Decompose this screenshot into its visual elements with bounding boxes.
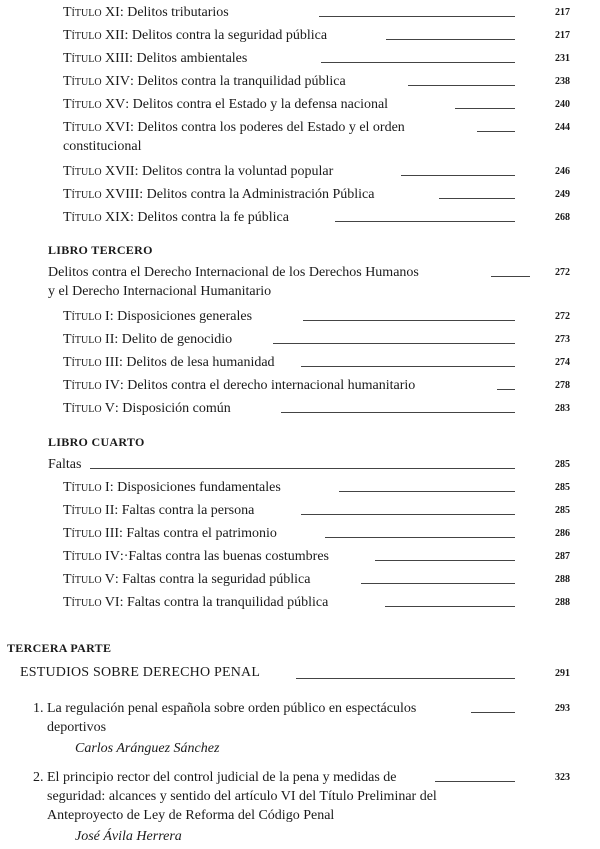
page-number: 283 (555, 403, 570, 414)
page-number: 231 (555, 53, 570, 64)
toc-entry: Título IV:·Faltas contra las buenas costumbres (63, 548, 530, 566)
toc-entry: Título II: Delito de genocidio (63, 331, 530, 349)
page-number: 291 (555, 668, 570, 679)
page-number: 286 (555, 528, 570, 539)
page-number: 272 (555, 267, 570, 278)
toc-entry: Título XV: Delitos contra el Estado y la defensa nacional (63, 96, 530, 114)
page-number: 288 (555, 597, 570, 608)
page-number: 285 (555, 482, 570, 493)
page-number: 249 (555, 189, 570, 200)
page-number: 246 (555, 166, 570, 177)
toc-entry: Título XVII: Delitos contra la voluntad popular (63, 163, 530, 181)
toc-entry-continuation: y el Derecho Internacional Humanitario (48, 284, 272, 299)
toc-entry: Título III: Faltas contra el patrimonio (63, 525, 530, 543)
toc-entry-continuation: Anteproyecto de Ley de Reforma del Código Penal (47, 808, 335, 823)
toc-entry: Delitos contra el Derecho Internacional de los Derechos Humanos (48, 264, 530, 282)
page-number: 244 (555, 122, 570, 133)
toc-entry: Título XI: Delitos tributarios (63, 4, 530, 22)
page-number: 278 (555, 380, 570, 391)
toc-entry: 2. El principio rector del control judicial de la pena y medidas de (33, 769, 530, 787)
page-number: 285 (555, 459, 570, 470)
part-heading: TERCERA PARTE (7, 641, 112, 655)
page-number: 268 (555, 212, 570, 223)
page-number: 217 (555, 7, 570, 18)
toc-entry: Faltas (48, 456, 530, 474)
page-number: 288 (555, 574, 570, 585)
toc-entry: Título XIX: Delitos contra la fe pública (63, 209, 530, 227)
toc-entry-continuation: constitucional (63, 139, 142, 154)
toc-entry: Título V: Disposición común (63, 400, 530, 418)
toc-entry: Título XVIII: Delitos contra la Administración Pública (63, 186, 530, 204)
author-name: José Ávila Herrera (75, 829, 182, 844)
toc-entry: Título XIII: Delitos ambientales (63, 50, 530, 68)
toc-entry-continuation: deportivos (47, 720, 107, 735)
toc-entry: Título II: Faltas contra la persona (63, 502, 530, 520)
page-number: 240 (555, 99, 570, 110)
page-number: 323 (555, 772, 570, 783)
toc-entry: Título VI: Faltas contra la tranquilidad pública (63, 594, 530, 612)
page-number: 273 (555, 334, 570, 345)
toc-entry: Título XIV: Delitos contra la tranquilidad pública (63, 73, 530, 91)
section-heading: LIBRO CUARTO (48, 435, 145, 449)
page-number: 272 (555, 311, 570, 322)
page-number: 274 (555, 357, 570, 368)
toc-entry: Título XII: Delitos contra la seguridad pública (63, 27, 530, 45)
toc-entry: Título IV: Delitos contra el derecho internacional humanitario (63, 377, 530, 395)
page-number: 293 (555, 703, 570, 714)
author-name: Carlos Aránguez Sánchez (75, 741, 220, 756)
toc-entry-continuation: seguridad: alcances y sentido del artículo VI del Título Preliminar del (47, 789, 437, 804)
toc-entry: ESTUDIOS SOBRE DERECHO PENAL (20, 664, 530, 684)
toc-entry: Título XVI: Delitos contra los poderes del Estado y el orden (63, 119, 530, 137)
page-number: 238 (555, 76, 570, 87)
section-heading: LIBRO TERCERO (48, 243, 153, 257)
toc-entry: Título I: Disposiciones generales (63, 308, 530, 326)
toc-entry: Título V: Faltas contra la seguridad pública (63, 571, 530, 589)
page-number: 285 (555, 505, 570, 516)
page-number: 217 (555, 30, 570, 41)
toc-entry: 1. La regulación penal española sobre orden público en espectáculos (33, 700, 530, 718)
toc-entry: Título III: Delitos de lesa humanidad (63, 354, 530, 372)
toc-entry: Título I: Disposiciones fundamentales (63, 479, 530, 497)
page-number: 287 (555, 551, 570, 562)
